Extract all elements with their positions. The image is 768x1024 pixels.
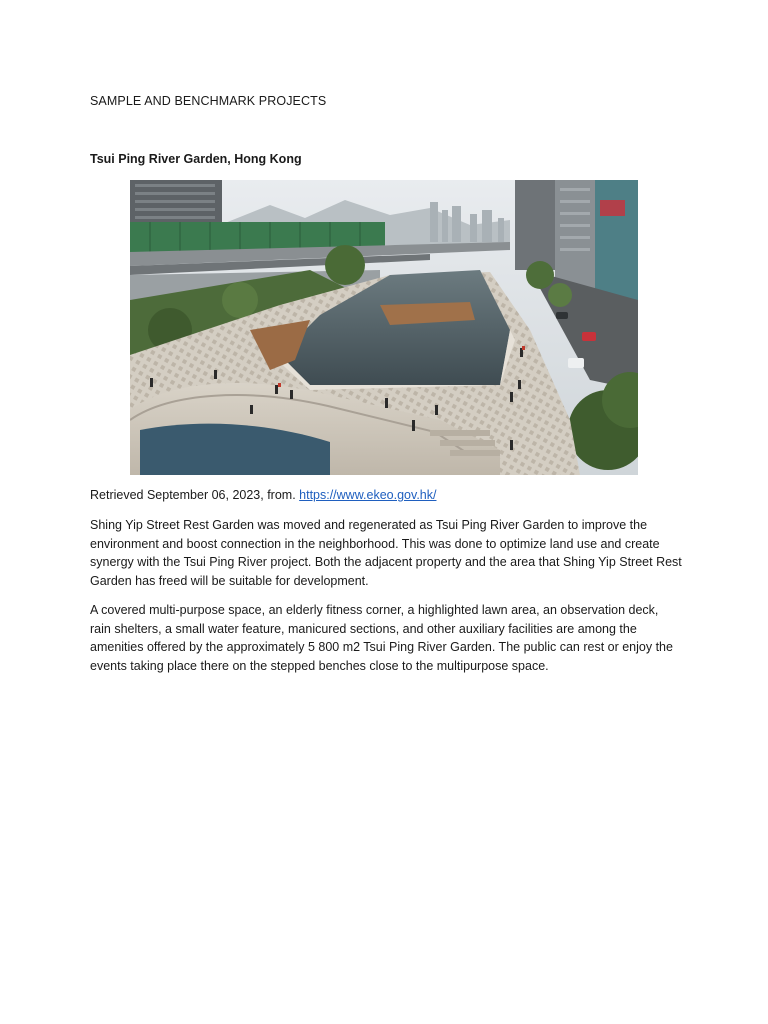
retrieved-citation [90,488,436,502]
project-title: Tsui Ping River Garden, Hong Kong [90,152,302,166]
source-link[interactable]: https://www.ekeo.gov.hk/ [299,488,437,502]
section-heading: SAMPLE AND BENCHMARK PROJECTS [90,94,327,108]
paragraph-relocation: Shing Yip Street Rest Garden was moved and regenerated as Tsui Ping River Garden to improve the environment and boost connection in the neighborhood. This was done to optimize land use and create synergy with the Tsui Ping River project. Both the adjacent property and the area that Shing Yip Street Rest Garden has freed will be suitable for development. [90,518,682,588]
paragraph-amenities: A covered multi-purpose space, an elderly fitness corner, a highlighted lawn area, an observation deck, rain shelters, a small water feature, manicured sections, and other auxiliary facilities are among the amenities offered by the approximately 5 800 m2 Tsui Ping River Garden. The public can rest or enjoy the events taking place there on the stepped benches close to the multipurpose space. [90,603,673,673]
retrieved-prefix: Retrieved September 06, 2023, from. [90,488,300,502]
project-rendering-image [130,180,638,475]
